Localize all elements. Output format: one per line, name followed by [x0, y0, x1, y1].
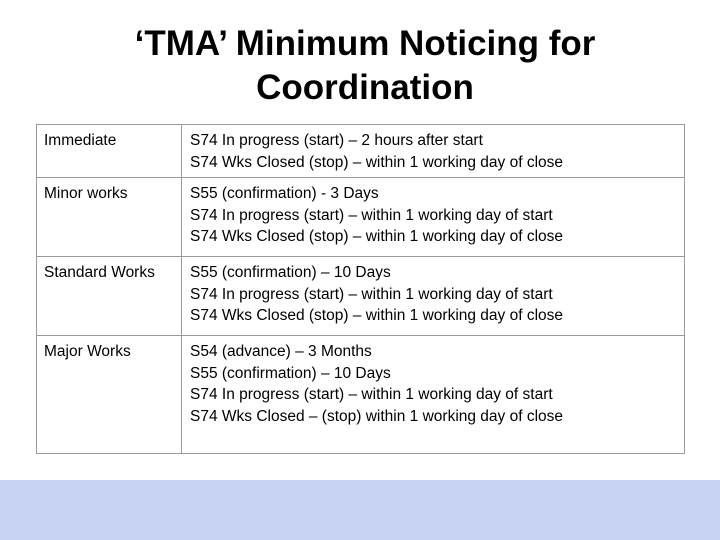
works-category-label: Minor works — [37, 178, 182, 257]
notice-line: S74 Wks Closed (stop) – within 1 working day of close — [190, 228, 564, 245]
notice-line: S74 In progress (start) – within 1 working day of start — [190, 285, 553, 303]
notice-line: S55 (confirmation) – 10 Days — [190, 364, 391, 382]
works-category-label: Immediate — [37, 125, 182, 178]
notice-requirements — [182, 336, 685, 454]
footer-band — [0, 480, 720, 540]
notice-line: S74 Wks Closed (stop) – within 1 working day of close — [190, 153, 564, 171]
notice-requirements — [182, 178, 685, 257]
notice-line: S55 (confirmation) – 10 Days — [190, 264, 391, 281]
notice-line: S74 Wks Closed – (stop) within 1 working day of close — [190, 407, 564, 425]
slide-title-line-2: Coordination — [256, 68, 474, 107]
works-category-label: Major Works — [37, 336, 182, 454]
works-category-label: Standard Works — [37, 257, 182, 336]
table-row-major-works — [37, 336, 685, 454]
notice-line: S74 In progress (start) – 2 hours after start — [190, 132, 483, 149]
notice-requirements — [182, 257, 685, 336]
notice-line: S74 In progress (start) – within 1 working day of start — [190, 206, 553, 224]
notice-line: S54 (advance) – 3 Months — [190, 343, 372, 360]
table-row-standard-works — [37, 257, 685, 336]
table-row-immediate — [37, 125, 685, 178]
table-row-minor-works — [37, 178, 685, 257]
slide-title — [60, 22, 670, 110]
notice-line: S74 In progress (start) – within 1 working day of start — [190, 386, 553, 403]
notice-line: S55 (confirmation) - 3 Days — [190, 185, 379, 202]
notice-line: S74 Wks Closed (stop) – within 1 working day of close — [190, 307, 564, 324]
notice-requirements — [182, 125, 685, 178]
noticing-table — [36, 124, 685, 454]
slide-title-line-1: ‘TMA’ Minimum Noticing for — [134, 24, 596, 63]
